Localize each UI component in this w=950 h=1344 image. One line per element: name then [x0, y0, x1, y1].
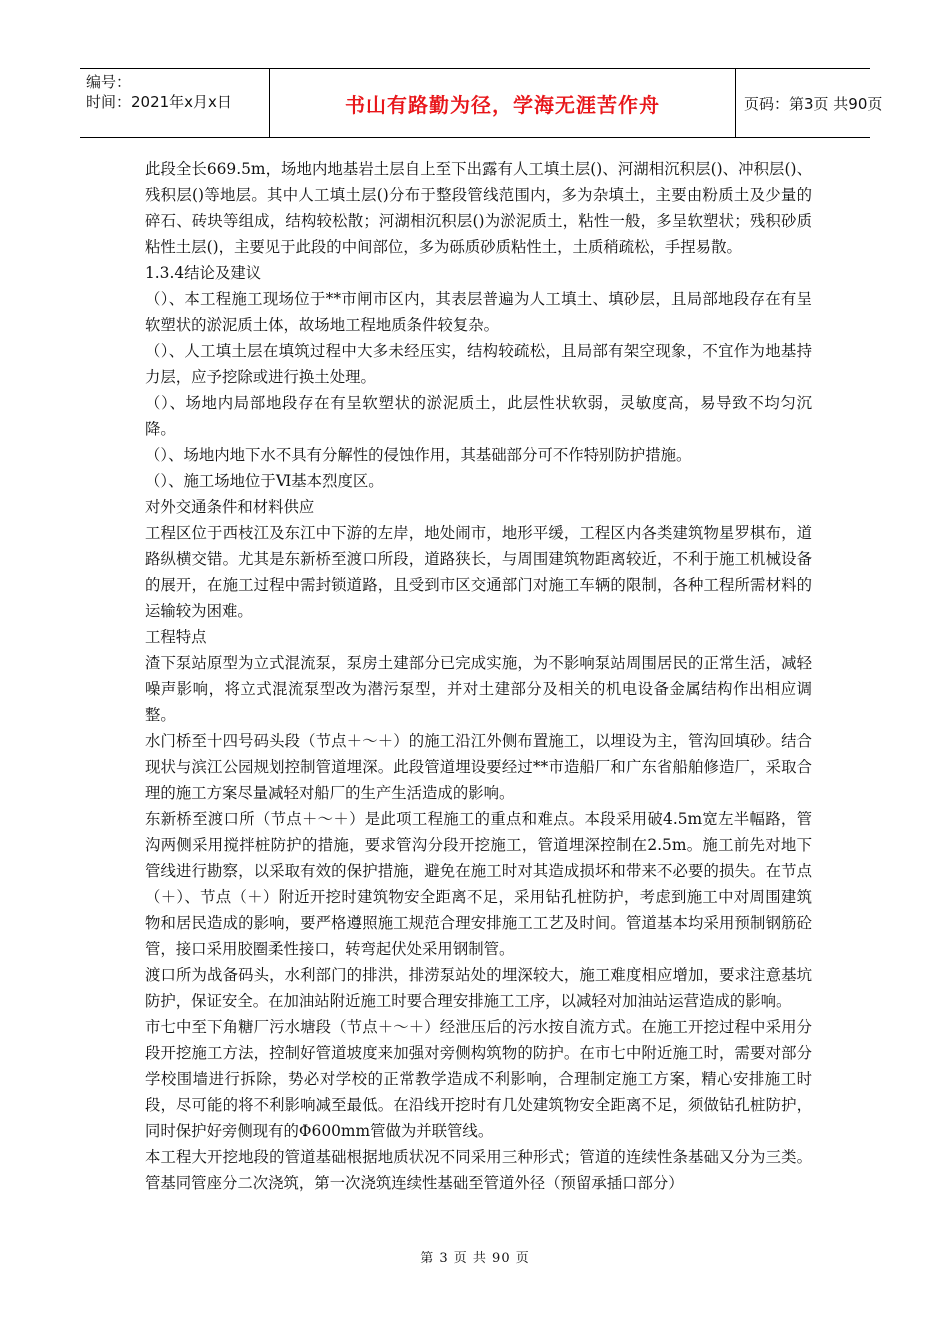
- section-heading: 对外交通条件和材料供应: [145, 498, 315, 516]
- document-body: [145, 156, 812, 1196]
- paragraph: 工程区位于西枝江及东江中下游的左岸，地处闹市，地形平缓，工程区内各类建筑物星罗棋布，道路纵横交错。尤其是东新桥至渡口所段，道路狭长，与周围建筑物距离较近，不利于施工机械设备的展开，在施工过程中需封锁道路，且受到市区交通部门对施工车辆的限制，各种工程所需材料的运输较为困难。: [145, 524, 812, 620]
- header-motto: 书山有路勤为径，学海无涯苦作舟: [345, 92, 660, 117]
- paragraph: 渣下泵站原型为立式混流泵，泵房土建部分已完成实施，为不影响泵站周围居民的正常生活，减轻噪声影响，将立式混流泵型改为潜污泵型，并对土建部分及相关的机电设备金属结构作出相应调整。: [145, 654, 812, 724]
- paragraph: （）、施工场地位于Ⅵ基本烈度区。: [145, 472, 384, 490]
- paragraph: 市七中至下角糖厂污水塘段（节点＋～＋）经泄压后的污水按自流方式。在施工开挖过程中采用分段开挖施工方法，控制好管道坡度来加强对旁侧构筑物的防护。在市七中附近施工时，需要对部分学校围墙进行拆除，势必对学校的正常教学造成不利影响，合理制定施工方案，精心安排施工时段，尽可能的将不利影响减至最低。在沿线开挖时有几处建筑物安全距离不足，须做钻孔桩防护，同时保护好旁侧现有的Φ600mm管做为并联管线。: [145, 1018, 812, 1140]
- section-heading: 工程特点: [145, 628, 207, 646]
- paragraph: 水门桥至十四号码头段（节点＋～＋）的施工沿江外侧布置施工，以埋设为主，管沟回填砂。结合现状与滨江公园规划控制管道埋深。此段管道埋设要经过**市造船厂和广东省船舶修造厂，采取合理的施工方案尽量减轻对船厂的生产生活造成的影响。: [145, 732, 812, 802]
- page-footer: 第 3 页 共 90 页: [420, 1251, 530, 1266]
- paragraph: 此段全长669.5m，场地内地基岩土层自上至下出露有人工填土层()、河湖相沉积层()、冲积层()、残积层()等地层。其中人工填土层()分布于整段管线范围内，多为杂填土，主要由粉质土及少量的碎石、砖块等组成，结构较松散；河湖相沉积层()为淤泥质土，粘性一般，多呈软塑状；残积砂质粘性土层()，主要见于此段的中间部位，多为砾质砂质粘性土，土质稍疏松，手捏易散。: [145, 160, 812, 256]
- document-date-label: 时间：2021年x月x日: [86, 93, 232, 111]
- paragraph: （）、人工填土层在填筑过程中大多未经压实，结构较疏松，且局部有架空现象，不宜作为地基持力层，应予挖除或进行换土处理。: [145, 342, 812, 386]
- paragraph: （）、场地内局部地段存在有呈软塑状的淤泥质土，此层性状软弱，灵敏度高，易导致不均匀沉降。: [145, 394, 812, 438]
- header-meta: [80, 69, 270, 137]
- header-motto-cell: [270, 69, 736, 137]
- paragraph: （）、场地内地下水不具有分解性的侵蚀作用，其基础部分可不作特别防护措施。: [145, 446, 692, 464]
- document-number-label: 编号：: [86, 73, 132, 91]
- section-heading: 1.3.4结论及建议: [145, 264, 262, 282]
- page-header: [80, 68, 883, 138]
- paragraph: （）、本工程施工现场位于**市闸市区内，其表层普遍为人工填土、填砂层，且局部地段存在有呈软塑状的淤泥质土体，故场地工程地质条件较复杂。: [145, 290, 812, 334]
- paragraph: 渡口所为战备码头，水利部门的排洪，排涝泵站处的埋深较大，施工难度相应增加，要求注意基坑防护，保证安全。在加油站附近施工时要合理安排施工工序，以减轻对加油站运营造成的影响。: [145, 966, 812, 1010]
- paragraph: 本工程大开挖地段的管道基础根据地质状况不同采用三种形式；管道的连续性条基础又分为三类。管基同管座分二次浇筑，第一次浇筑连续性基础至管道外径（预留承插口部分）: [145, 1148, 812, 1192]
- header-page-number: 页码：第3页 共90页: [744, 94, 883, 113]
- paragraph: 东新桥至渡口所（节点＋～＋）是此项工程施工的重点和难点。本段采用破4.5m宽左半幅路，管沟两侧采用搅拌桩防护的措施，要求管沟分段开挖施工，管道埋深控制在2.5m。施工前先对地下管线进行勘察，以采取有效的保护措施，避免在施工时对其造成损坏和带来不必要的损失。在节点（＋）、节点（＋）附近开挖时建筑物安全距离不足，采用钻孔桩防护，考虑到施工中对周围建筑物和居民造成的影响，要严格遵照施工规范合理安排施工工艺及时间。管道基本均采用预制钢筋砼管，接口采用胶圈柔性接口，转弯起伏处采用钢制管。: [145, 810, 812, 958]
